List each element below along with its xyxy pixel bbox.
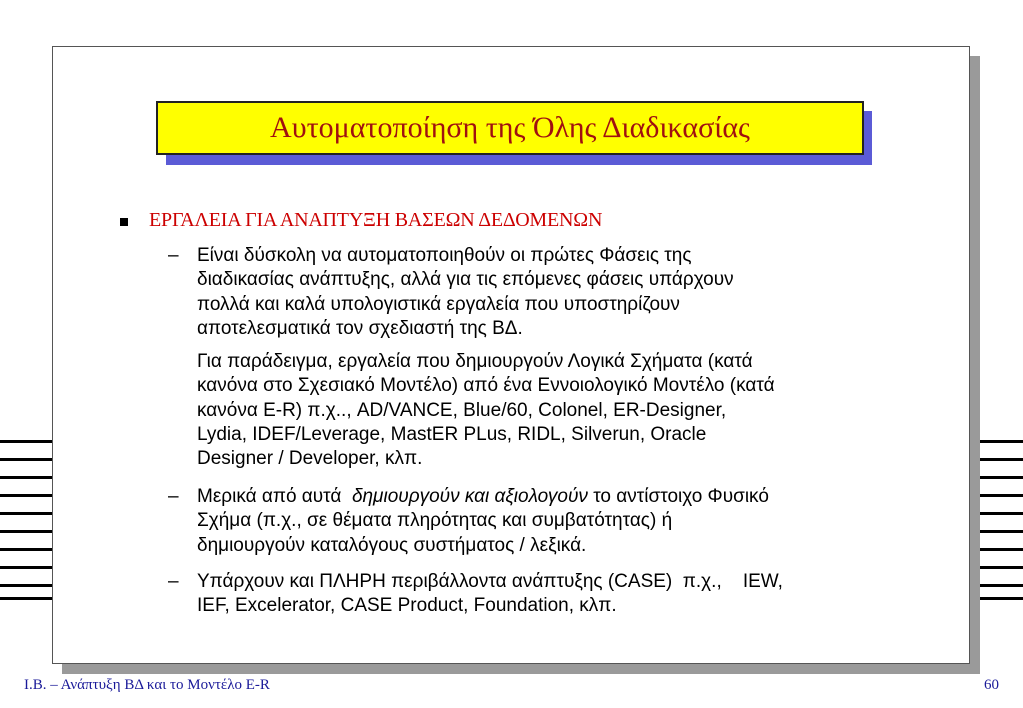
bullet-item-2-text (197, 485, 937, 558)
slide-title: Αυτοματοποίηση της Όλης Διαδικασίας (270, 111, 750, 144)
text-line: δημιουργούν καταλόγους συστήματος / λεξικά. (197, 534, 587, 556)
text-run: το αντίστοιχο Φυσικό (587, 486, 769, 507)
text-run: Μερικά από αυτά (197, 486, 352, 507)
text-line: κανόνα E-R) π.χ.., AD/VANCE, Blue/60, Colonel, ER-Designer, (197, 399, 727, 421)
text-line: διαδικασίας ανάπτυξης, αλλά για τις επόμενες φάσεις υπάρχουν (197, 269, 734, 291)
text-line: Είναι δύσκολη να αυτοματοποιηθούν οι πρώτες Φάσεις της (197, 245, 692, 266)
text-line: Σχήμα (π.χ., σε θέματα πληρότητας και συμβατότητας) ή (197, 510, 673, 532)
example-paragraph-text (197, 350, 937, 471)
decorative-line (0, 566, 52, 569)
decorative-line (0, 530, 52, 533)
square-bullet-icon (120, 218, 128, 226)
text-line (197, 485, 937, 509)
section-heading (120, 209, 602, 232)
text-line: Υπάρχουν και ΠΛΗΡΗ περιβάλλοντα ανάπτυξης (CASE) π.χ., IEW, (197, 571, 783, 592)
decorative-line (0, 597, 52, 600)
decorative-line (0, 458, 52, 461)
dash-bullet: – (168, 245, 179, 266)
emphasis-text: δημιουργούν και αξιολογούν (351, 486, 588, 507)
decorative-line (0, 584, 52, 587)
footer-page-number: 60 (984, 677, 999, 693)
heading-text: ΕΡΓΑΛΕΙΑ ΓΙΑ ΑΝΑΠΤΥΞΗ ΒΑΣΕΩΝ ΔΕΔΟΜΕΝΩΝ (149, 209, 603, 231)
text-line: κανόνα στο Σχεσιακό Μοντέλο) από ένα Εννοιολογικό Μοντέλο (κατά (197, 375, 775, 397)
title-box (156, 101, 864, 155)
text-line: αποτελεσματικά τον σχεδιαστή της ΒΔ. (197, 317, 523, 339)
text-line: Για παράδειγμα, εργαλεία που δημιουργούν Λογικά Σχήματα (κατά (197, 351, 753, 372)
decorative-line (0, 494, 52, 497)
bullet-item-1-text (197, 244, 937, 341)
left-decorative-lines (0, 440, 52, 600)
decorative-line (0, 440, 52, 443)
decorative-line (0, 476, 52, 479)
text-line: Lydia, IDEF/Leverage, MastER PLus, RIDL, Silverun, Oracle (197, 423, 707, 445)
decorative-line (0, 548, 52, 551)
dash-bullet: – (168, 571, 179, 592)
text-line: IEF, Excelerator, CASE Product, Foundation, κλπ. (197, 595, 617, 617)
decorative-line (0, 512, 52, 515)
footer-course-title: Ι.Β. – Ανάπτυξη ΒΔ και το Μοντέλο E-R (24, 677, 270, 693)
text-line: Designer / Developer, κλπ. (197, 448, 423, 470)
text-line: πολλά και καλά υπολογιστικά εργαλεία που υποστηρίζουν (197, 293, 680, 315)
dash-bullet: – (168, 486, 179, 507)
bullet-item-3-text (197, 570, 937, 619)
